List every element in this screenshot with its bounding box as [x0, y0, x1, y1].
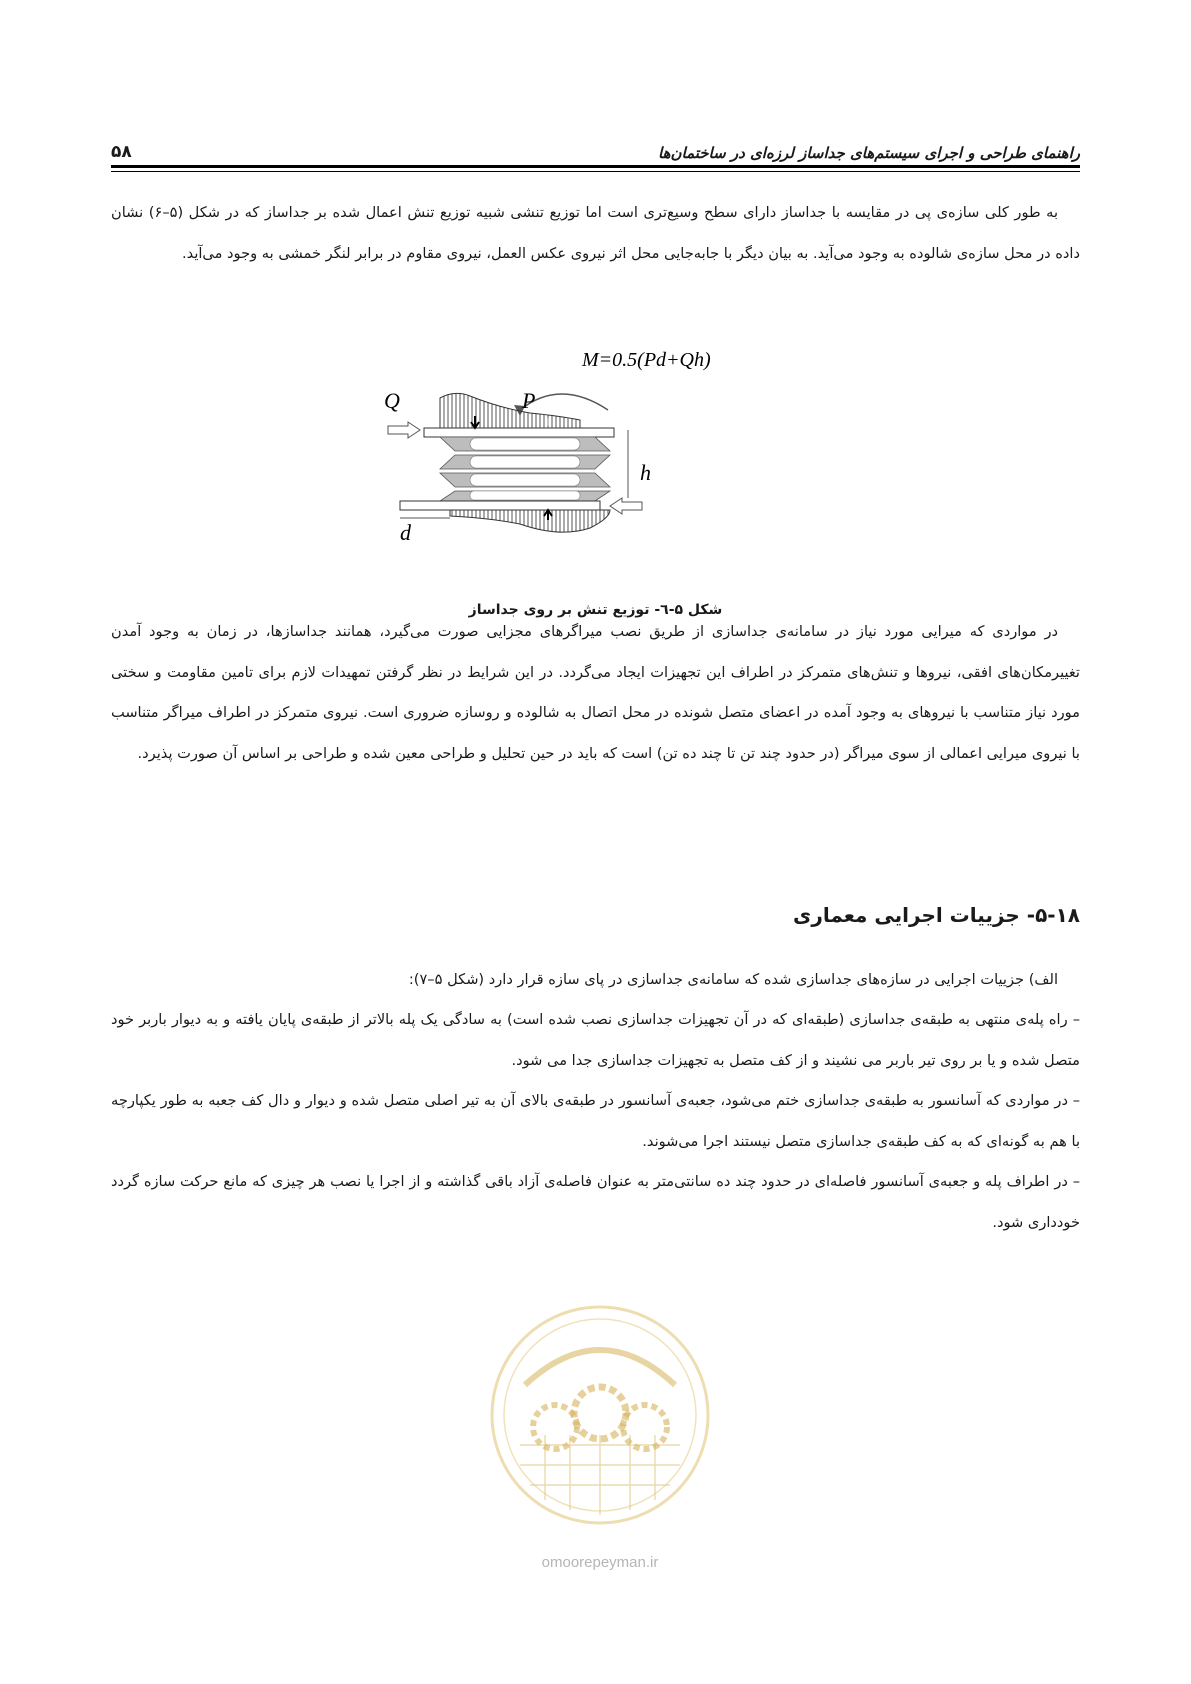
bullet-elevator: – در مواردی که آسانسور به طبقه‌ی جداسازی ختم می‌شود، جعبه‌ی آسانسور در طبقه‌ی بالای آن به تیر اصلی متصل شده و دیوار و دال کف جعبه به طور یکپارچه با هم به گونه‌ای که به کف طبقه‌ی جداسازی متصل نیستند اجرا می‌شوند. [111, 1092, 1080, 1150]
bottom-stress-diagram [450, 510, 610, 532]
label-q: Q [384, 388, 400, 413]
label-p: P [522, 388, 536, 413]
header-rule-thin [111, 171, 1080, 172]
reaction-arrow [610, 498, 642, 514]
top-stress-diagram [440, 393, 580, 428]
bottom-plate [400, 501, 600, 510]
running-title: راهنمای طراحی و اجرای سیستم‌های جداساز لرزه‌ای در ساختمان‌ها [658, 144, 1080, 162]
top-plate [424, 428, 614, 437]
label-d: d [400, 520, 411, 545]
figure-caption: شکل ۵-٦- توزیع تنش بر روی جداساز [468, 602, 723, 618]
bullet-stairs: – راه پله‌ی منتهی به طبقه‌ی جداسازی (طبقه‌ای که در آن تجهیزات جداسازی نصب شده است) به سادگی یک پله بالاتر از طبقه‌ی پایان یافته و به دیوار باربر خود متصل شده و یا بر روی تیر باربر می نشیند و از کف متصل به تجهیزات جداسازی جدا می شود. [111, 1011, 1080, 1069]
q-arrow [388, 422, 420, 438]
page-header [111, 128, 1080, 162]
section-heading: ۵-۱۸- جزییات اجرایی معماری [793, 903, 1080, 927]
paragraph-damper: در مواردی که میرایی مورد نیاز در سامانه‌ی جداسازی از طریق نصب میراگرهای مجزایی صورت می‌گیرد، همانند جداسازها، در زمان به وجود آمدن تغییرمکان‌های افقی، نیروها و تنش‌های متمرکز در اطراف این تجهیزات ایجاد می‌گردد. در این شرایط در نظر گرفتن تمهیدات لازم برای تامین مقاومت و سختی مورد نیاز متناسب با نیروهای به وجود آمده در اعضای متصل شونده در محل اتصال به شالوده و روسازه ضروری است. نیروی متمرکز در اطراف میراگر متناسب با نیروی میرایی اعمالی از سوی میراگر (در حدود چند تن تا چند ده تن) است که باید در حین تحلیل و طراحی معین شده و طراحی بر اساس آن صورت پذیرد. [111, 623, 1080, 762]
page-number: ۵۸ [111, 142, 132, 162]
header-rule-thick [111, 165, 1080, 168]
watermark-url: omoorepeyman.ir [541, 1554, 659, 1571]
isolator-stress-figure [384, 349, 790, 598]
item-a: الف) جزییات اجرایی در سازه‌های جداسازی شده که سامانه‌ی جداسازی در پای سازه قرار دارد (شکل ۵–۷): [408, 971, 1058, 988]
bullet-clearance: – در اطراف پله و جعبه‌ی آسانسور فاصله‌ای در حدود چند ده سانتی‌متر به عنوان فاصله‌ی آزاد باقی گذاشته و از اجرا یا نصب هر چیزی که مانع حرکت سازه گردد خودداری شود. [111, 1173, 1080, 1231]
intro-paragraph: به طور کلی سازه‌ی پی در مقایسه با جداساز دارای سطح وسیع‌تری است اما توزیع تنشی شبیه توزیع تنش اعمال شده بر جداساز که در شکل (۵–۶) نشان داده در محل سازه‌ی شالوده به وجود می‌آید. به بیان دیگر با جابه‌جایی محل اثر نیروی عکس العمل، نیروی مقاوم در برابر لنگر خمشی به وجود می‌آید. [111, 204, 1080, 262]
rubber-layers [440, 437, 610, 501]
watermark-logo [485, 1295, 715, 1585]
label-h: h [640, 460, 651, 485]
moment-formula: M=0.5(Pd+Qh) [582, 349, 711, 371]
